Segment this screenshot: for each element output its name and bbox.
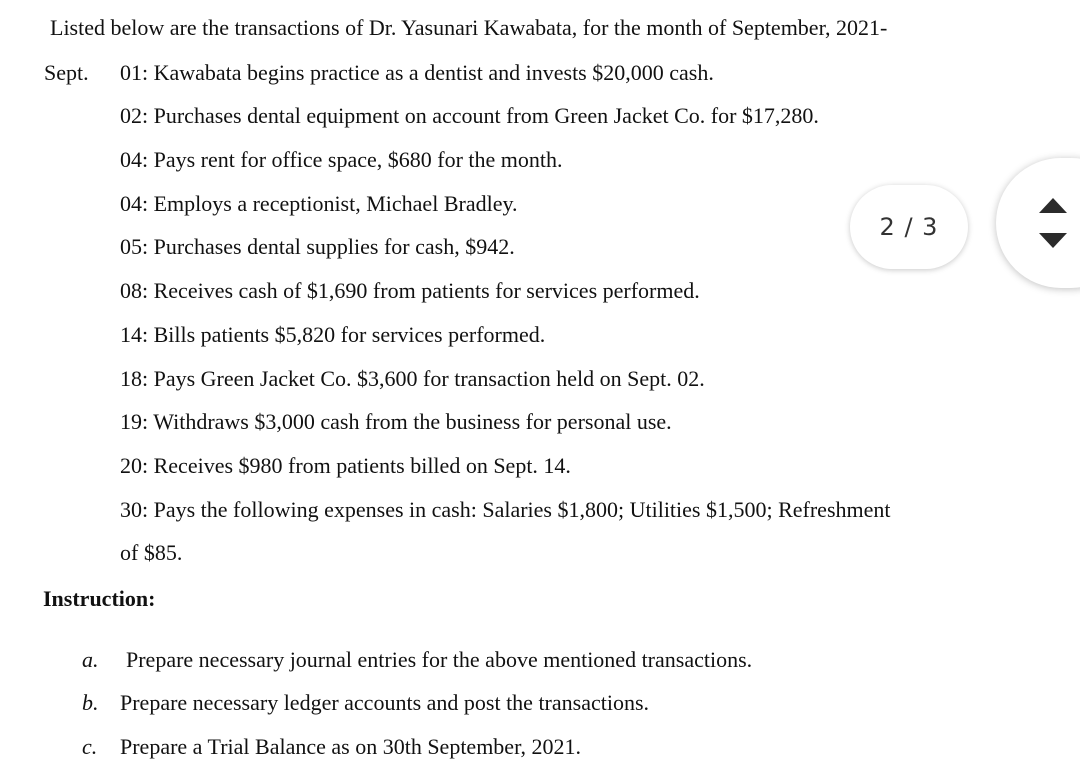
transaction-item: 04: Pays rent for office space, $680 for the month.	[120, 147, 563, 172]
transaction-item: 01: Kawabata begins practice as a dentist and invests $20,000 cash.	[120, 60, 714, 85]
instruction-text: Prepare necessary ledger accounts and post the transactions.	[120, 690, 650, 715]
transaction-item-continued: of $85.	[120, 540, 183, 565]
month-label: Sept.	[44, 60, 89, 85]
instruction-letter: b.	[82, 690, 99, 715]
transaction-item: 02: Purchases dental equipment on account from Green Jacket Co. for $17,280.	[120, 103, 819, 128]
instruction-letter: c.	[82, 734, 98, 759]
transaction-item: 08: Receives cash of $1,690 from patients for services performed.	[120, 278, 700, 303]
transaction-item: 05: Purchases dental supplies for cash, $942.	[120, 234, 515, 259]
transaction-item: 19: Withdraws $3,000 cash from the business for personal use.	[120, 409, 672, 434]
instruction-text: Prepare a Trial Balance as on 30th September, 2021.	[120, 734, 582, 759]
transaction-item: 18: Pays Green Jacket Co. $3,600 for transaction held on Sept. 02.	[120, 366, 705, 391]
triangle-up-icon[interactable]	[1036, 194, 1070, 218]
transaction-item: 30: Pays the following expenses in cash: Salaries $1,800; Utilities $1,500; Refreshment	[120, 497, 891, 522]
transaction-item: 20: Receives $980 from patients billed on Sept. 14.	[120, 453, 571, 478]
transaction-item: 04: Employs a receptionist, Michael Bradley.	[120, 191, 518, 216]
page-indicator: 2 / 3	[850, 185, 968, 269]
triangle-down-icon[interactable]	[1036, 228, 1070, 252]
instruction-letter: a.	[82, 647, 99, 672]
instruction-heading: Instruction:	[43, 586, 156, 611]
instruction-text: Prepare necessary journal entries for the above mentioned transactions.	[126, 647, 753, 672]
transaction-item: 14: Bills patients $5,820 for services performed.	[120, 322, 546, 347]
intro-text: Listed below are the transactions of Dr. Yasunari Kawabata, for the month of September, 2021-	[50, 15, 888, 40]
